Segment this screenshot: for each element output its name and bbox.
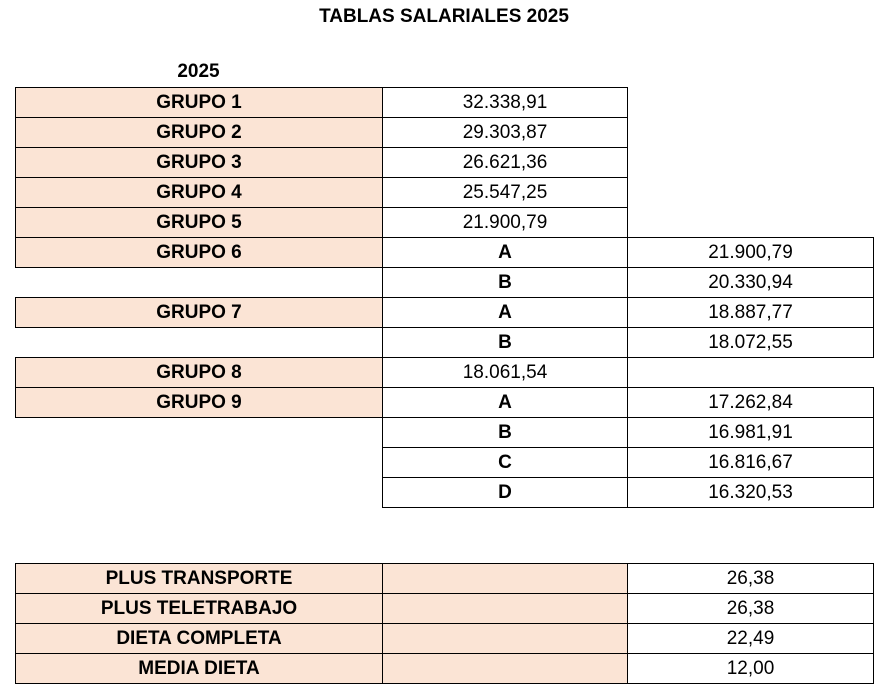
salary-value: 16.320,53: [627, 477, 874, 508]
extra-value: 12,00: [627, 653, 874, 684]
salary-value: 32.338,91: [382, 87, 628, 118]
extra-value: 26,38: [627, 563, 874, 594]
group-label: GRUPO 9: [15, 387, 383, 418]
group-label: GRUPO 3: [15, 147, 383, 178]
salary-value: 18.887,77: [627, 297, 874, 328]
salary-value: 16.816,67: [627, 447, 874, 478]
group-label: GRUPO 8: [15, 357, 383, 388]
extra-label: PLUS TRANSPORTE: [15, 563, 383, 594]
level-label: D: [382, 477, 628, 508]
year-header: 2025: [177, 61, 220, 82]
level-label: B: [382, 327, 628, 358]
group-label: GRUPO 4: [15, 177, 383, 208]
extra-blank-cell: [382, 653, 628, 684]
page-title: TABLAS SALARIALES 2025: [319, 6, 569, 27]
level-label: A: [382, 387, 628, 418]
extra-label: PLUS TELETRABAJO: [15, 593, 383, 624]
extra-blank-cell: [382, 563, 628, 594]
salary-value: 18.061,54: [382, 357, 628, 388]
extra-label: MEDIA DIETA: [15, 653, 383, 684]
salary-value: 18.072,55: [627, 327, 874, 358]
group-label: GRUPO 5: [15, 207, 383, 238]
extra-value: 22,49: [627, 623, 874, 654]
salary-value: 16.981,91: [627, 417, 874, 448]
salary-value: 26.621,36: [382, 147, 628, 178]
level-label: C: [382, 447, 628, 478]
salary-value: 25.547,25: [382, 177, 628, 208]
salary-value: 29.303,87: [382, 117, 628, 148]
level-label: A: [382, 297, 628, 328]
salary-value: 20.330,94: [627, 267, 874, 298]
group-label: GRUPO 1: [15, 87, 383, 118]
extra-blank-cell: [382, 623, 628, 654]
level-label: A: [382, 237, 628, 268]
group-label: GRUPO 6: [15, 237, 383, 268]
extra-label: DIETA COMPLETA: [15, 623, 383, 654]
level-label: B: [382, 267, 628, 298]
level-label: B: [382, 417, 628, 448]
salary-value: 21.900,79: [627, 237, 874, 268]
extra-blank-cell: [382, 593, 628, 624]
group-label: GRUPO 2: [15, 117, 383, 148]
extra-value: 26,38: [627, 593, 874, 624]
group-label: GRUPO 7: [15, 297, 383, 328]
salary-value: 21.900,79: [382, 207, 628, 238]
salary-value: 17.262,84: [627, 387, 874, 418]
